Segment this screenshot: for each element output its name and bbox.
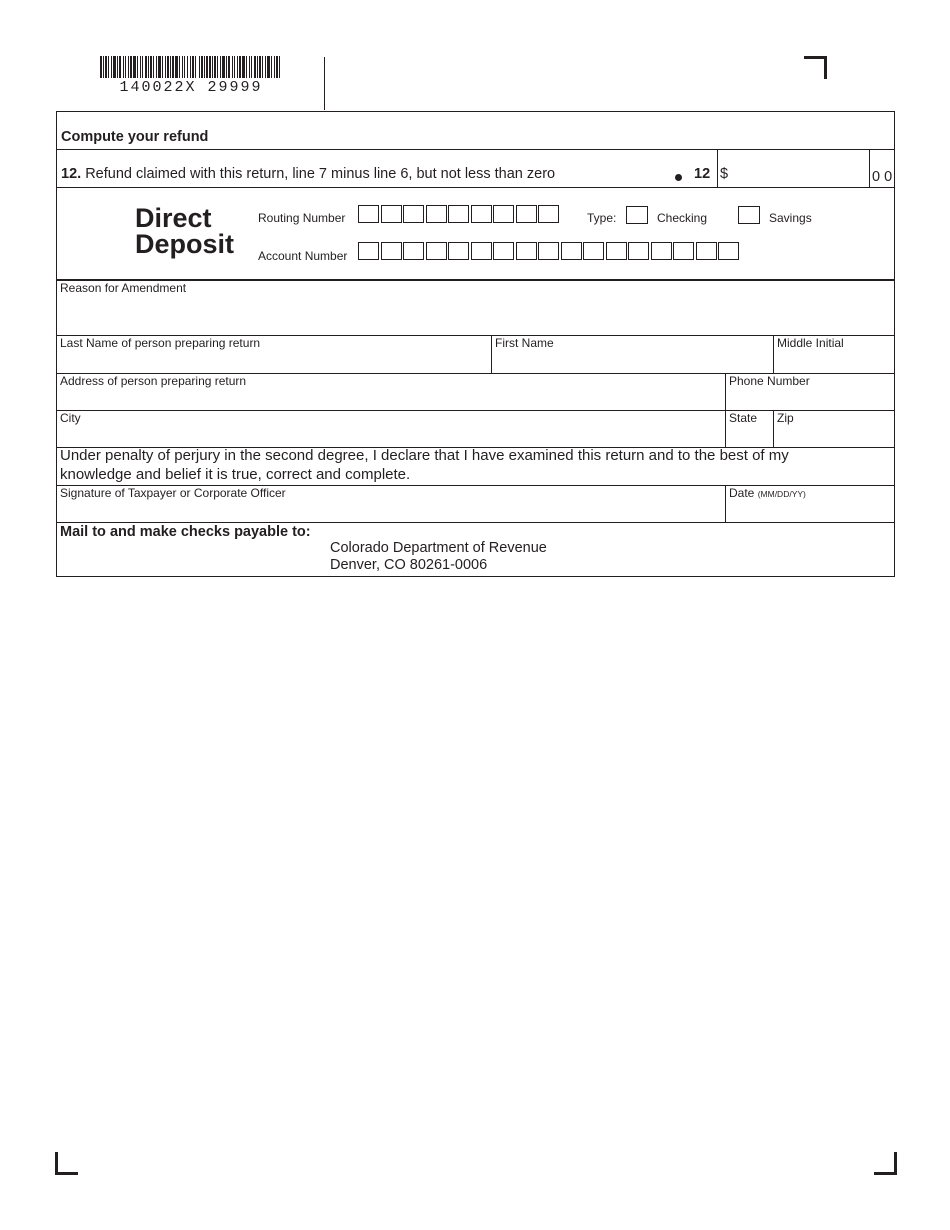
bullet-icon <box>675 174 682 181</box>
divider <box>725 373 726 410</box>
routing-digit-box[interactable] <box>538 205 559 223</box>
account-digit-box[interactable] <box>561 242 582 260</box>
account-digit-box[interactable] <box>381 242 402 260</box>
account-number-boxes <box>358 242 739 260</box>
divider <box>869 149 870 187</box>
address-label: Address of person preparing return <box>60 374 247 388</box>
phone-label: Phone Number <box>729 374 810 388</box>
routing-digit-box[interactable] <box>516 205 537 223</box>
account-digit-box[interactable] <box>718 242 739 260</box>
address-input[interactable] <box>58 388 722 409</box>
date-label: Date <box>729 486 755 500</box>
signature-label: Signature of Taxpayer or Corporate Officer <box>60 486 286 500</box>
refund-amount-input[interactable] <box>720 152 868 186</box>
state-label: State <box>729 411 758 425</box>
account-digit-box[interactable] <box>426 242 447 260</box>
divider <box>57 187 894 188</box>
divider <box>717 149 718 187</box>
account-digit-box[interactable] <box>538 242 559 260</box>
last-name-label: Last Name of person preparing return <box>60 336 261 350</box>
account-digit-box[interactable] <box>471 242 492 260</box>
routing-digit-box[interactable] <box>448 205 469 223</box>
line-12-label: Refund claimed with this return, line 7 minus line 6, but not less than zero <box>85 166 556 182</box>
account-digit-box[interactable] <box>493 242 514 260</box>
account-number-label: Account Number <box>258 249 348 263</box>
phone-input[interactable] <box>727 388 892 409</box>
account-digit-box[interactable] <box>696 242 717 260</box>
checking-label: Checking <box>657 211 708 225</box>
account-digit-box[interactable] <box>358 242 379 260</box>
state-input[interactable] <box>727 425 771 446</box>
crop-mark-bottom-left <box>55 1152 78 1175</box>
city-label: City <box>60 411 81 425</box>
routing-digit-box[interactable] <box>403 205 424 223</box>
middle-initial-label: Middle Initial <box>777 336 844 350</box>
cents: 0 0 <box>872 169 893 185</box>
date-input[interactable] <box>727 500 892 521</box>
routing-number-boxes <box>358 205 559 223</box>
first-name-label: First Name <box>495 336 554 350</box>
declaration-line-2: knowledge and belief it is true, correct and complete. <box>60 466 411 483</box>
divider <box>57 410 894 411</box>
divider <box>491 335 492 373</box>
mail-address-line-2: Denver, CO 80261-0006 <box>330 557 488 573</box>
line-12-number: 12. <box>61 166 82 182</box>
routing-digit-box[interactable] <box>381 205 402 223</box>
routing-digit-box[interactable] <box>493 205 514 223</box>
routing-digit-box[interactable] <box>471 205 492 223</box>
crop-mark-top-right <box>804 56 827 79</box>
divider <box>57 522 894 523</box>
barcode <box>100 56 282 78</box>
account-digit-box[interactable] <box>673 242 694 260</box>
account-digit-box[interactable] <box>606 242 627 260</box>
line-12-ref: 12 <box>694 166 711 182</box>
divider <box>57 149 894 150</box>
last-name-input[interactable] <box>58 350 489 372</box>
reason-label: Reason for Amendment <box>60 281 187 295</box>
zip-input[interactable] <box>775 425 892 446</box>
mail-address-line-1: Colorado Department of Revenue <box>330 540 547 556</box>
account-digit-box[interactable] <box>403 242 424 260</box>
reason-input[interactable] <box>58 295 892 333</box>
routing-digit-box[interactable] <box>426 205 447 223</box>
middle-initial-input[interactable] <box>775 350 892 372</box>
divider <box>725 485 726 522</box>
mail-heading: Mail to and make checks payable to: <box>60 524 311 540</box>
zip-label: Zip <box>777 411 794 425</box>
account-digit-box[interactable] <box>516 242 537 260</box>
divider <box>773 410 774 447</box>
barcode-number: 140022X 29999 <box>119 79 263 96</box>
dollar-sign: $ <box>720 166 729 182</box>
account-digit-box[interactable] <box>628 242 649 260</box>
city-input[interactable] <box>58 425 722 446</box>
barcode-bar <box>279 56 280 78</box>
date-format: (MM/DD/YY) <box>757 489 806 499</box>
checking-checkbox[interactable] <box>626 206 648 224</box>
direct-deposit-title-1: Direct <box>135 203 212 233</box>
direct-deposit-title-2: Deposit <box>135 229 235 259</box>
routing-number-label: Routing Number <box>258 211 346 225</box>
first-name-input[interactable] <box>493 350 771 372</box>
account-digit-box[interactable] <box>448 242 469 260</box>
signature-input[interactable] <box>58 500 722 521</box>
account-type-label: Type: <box>587 211 617 225</box>
crop-mark-bottom-right <box>874 1152 897 1175</box>
account-digit-box[interactable] <box>651 242 672 260</box>
compute-heading: Compute your refund <box>61 129 209 145</box>
savings-label: Savings <box>769 211 812 225</box>
line-12-row <box>61 166 555 182</box>
divider <box>725 410 726 447</box>
date-label-row <box>729 486 806 500</box>
routing-digit-box[interactable] <box>358 205 379 223</box>
savings-checkbox[interactable] <box>738 206 760 224</box>
account-digit-box[interactable] <box>583 242 604 260</box>
declaration-line-1: Under penalty of perjury in the second degree, I declare that I have examined this return and to the best of my <box>60 447 789 464</box>
header-divider <box>324 57 325 110</box>
divider <box>773 335 774 373</box>
